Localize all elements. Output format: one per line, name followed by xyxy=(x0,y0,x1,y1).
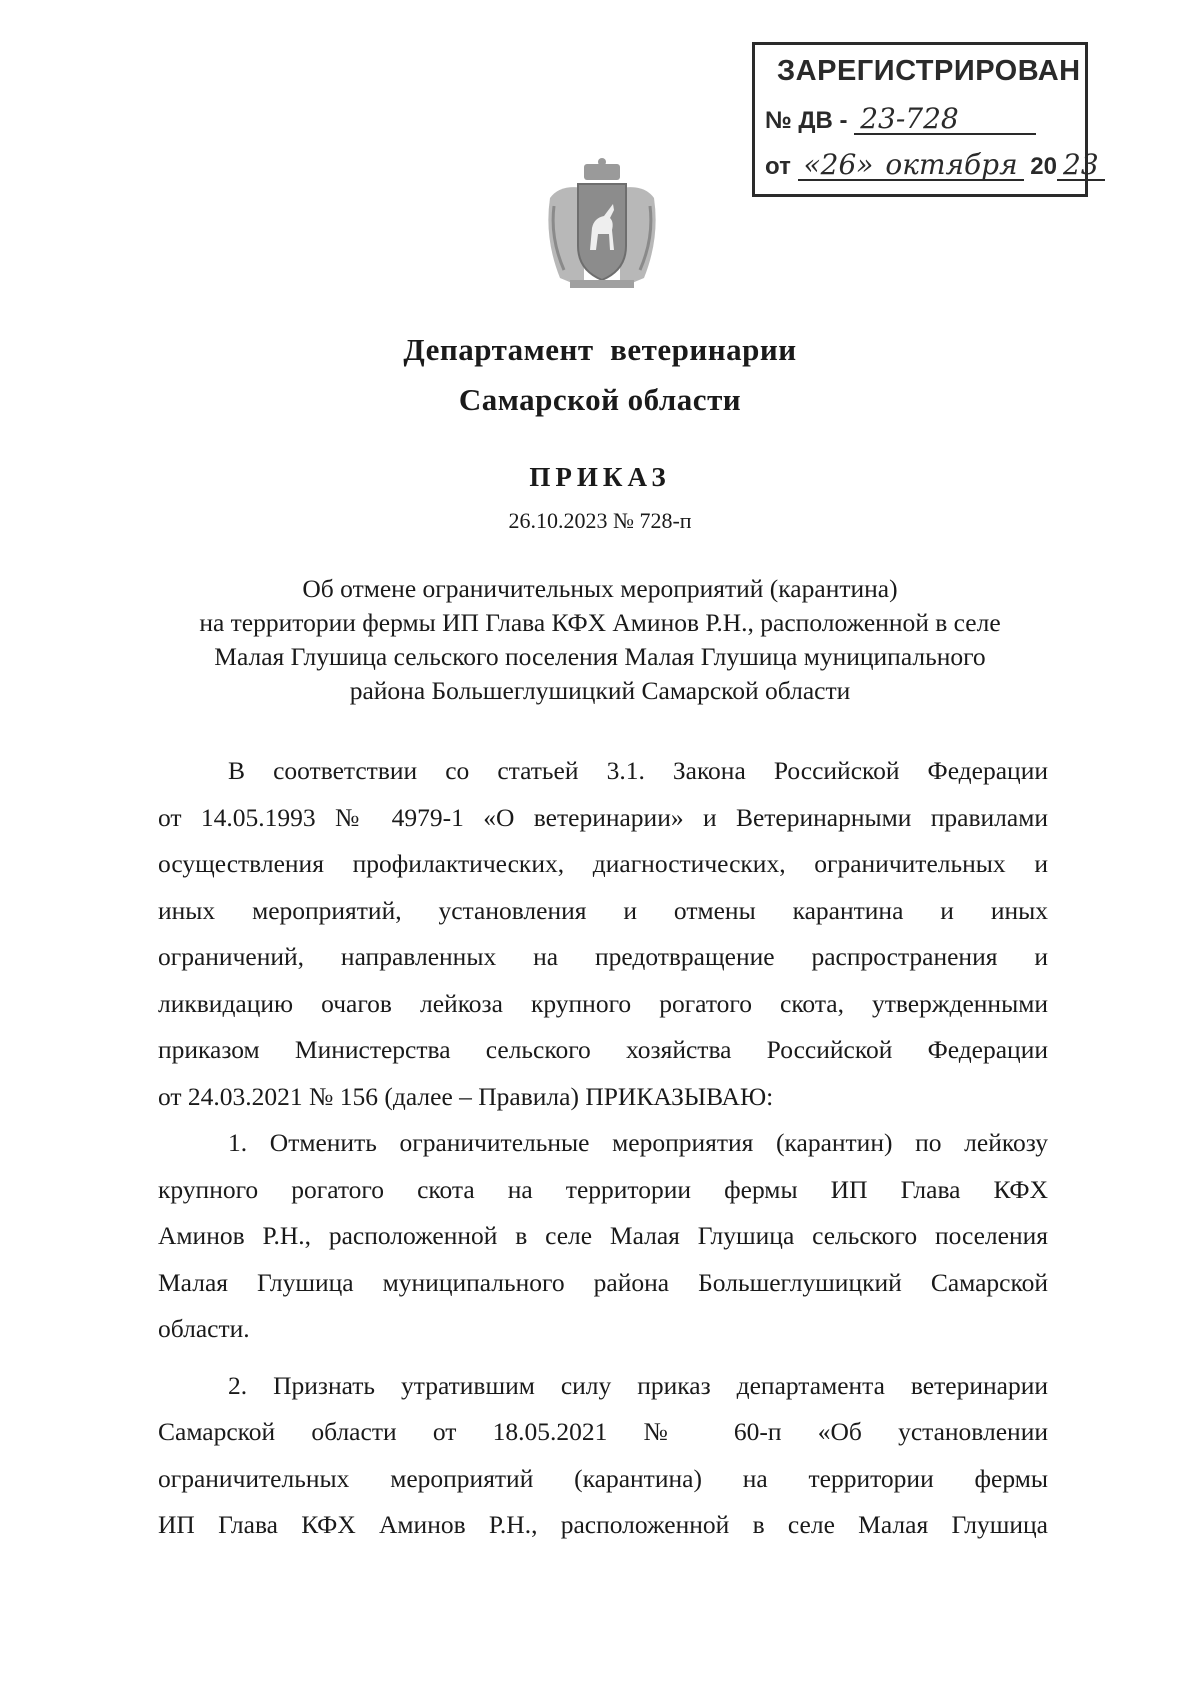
department-name-line2: Самарской области xyxy=(458,382,742,417)
order-subject xyxy=(0,572,1200,708)
order-number: 26.10.2023 № 728-п xyxy=(508,508,692,533)
stamp-date-prefix: от xyxy=(765,153,791,180)
body-line: от 24.03.2021 № 156 (далее – Правила) ПРИКАЗЫВАЮ: xyxy=(158,1081,774,1111)
stamp-number-prefix: № ДВ - xyxy=(765,107,848,134)
subject-line: Малая Глушица сельского поселения Малая Глушица муниципального xyxy=(214,642,986,671)
body-line: осуществления профилактических, диагностических, ограничительных и xyxy=(158,849,1048,878)
stamp-number-handwritten: 23-728 xyxy=(854,105,1036,135)
item-1-paragraph xyxy=(158,1120,1048,1353)
body-line: приказом Министерства сельского хозяйства Российской Федерации xyxy=(158,1035,1048,1064)
body-line: ограничений, направленных на предотвращение распространения и xyxy=(158,942,1048,971)
item-2-paragraph xyxy=(158,1363,1048,1549)
body-line: крупного рогатого скота на территории фермы ИП Глава КФХ xyxy=(158,1174,1048,1204)
registration-stamp xyxy=(752,42,1099,197)
department-name-line1: Департамент ветеринарии xyxy=(403,332,797,367)
body-line: Самарской области от 18.05.2021 № 60-п «Об установлении xyxy=(158,1417,1048,1446)
body-line: 2. Признать утратившим силу приказ департамента ветеринарии xyxy=(228,1370,1048,1400)
stamp-date-year-handwritten: 23 xyxy=(1057,151,1105,181)
preamble-paragraph xyxy=(158,748,1048,1120)
body-line: иных мероприятий, установления и отмены карантина и иных xyxy=(158,895,1048,925)
body-line: 1. Отменить ограничительные мероприятия (карантин) по лейкозу xyxy=(228,1128,1048,1157)
body-line: ИП Глава КФХ Аминов Р.Н., расположенной в селе Малая Глушица xyxy=(158,1510,1048,1539)
stamp-date-row xyxy=(765,148,1105,181)
order-body xyxy=(158,748,1048,1549)
stamp-number-row xyxy=(765,102,1036,135)
body-line: ликвидацию очагов лейкоза крупного рогатого скота, утвержденными xyxy=(158,988,1048,1018)
stamp-date-year-prefix: 20 xyxy=(1030,153,1057,180)
coat-of-arms-icon xyxy=(540,158,664,293)
body-line: от 14.05.1993 № 4979-1 «О ветеринарии» и Ветеринарными правилами xyxy=(158,802,1048,832)
body-line: Аминов Р.Н., расположенной в селе Малая Глушица сельского поселения xyxy=(158,1221,1048,1250)
subject-line: на территории фермы ИП Глава КФХ Аминов Р.Н., расположенной в селе xyxy=(199,608,1001,637)
body-line: области. xyxy=(158,1314,250,1343)
order-title: ПРИКАЗ xyxy=(529,462,671,492)
stamp-date-day: «26» xyxy=(798,151,880,181)
subject-line: Об отмене ограничительных мероприятий (карантина) xyxy=(302,574,898,603)
subject-line: района Большеглушицкий Самарской области xyxy=(349,676,851,705)
stamp-title: ЗАРЕГИСТРИРОВАН xyxy=(777,55,1081,87)
body-line: Малая Глушица муниципального района Большеглушицкий Самарской xyxy=(158,1267,1048,1297)
body-line: В соответствии со статьей 3.1. Закона Российской Федерации xyxy=(228,756,1048,785)
body-line: ограничительных мероприятий (карантина) на территории фермы xyxy=(158,1463,1048,1493)
stamp-date-month: октября xyxy=(879,151,1023,181)
